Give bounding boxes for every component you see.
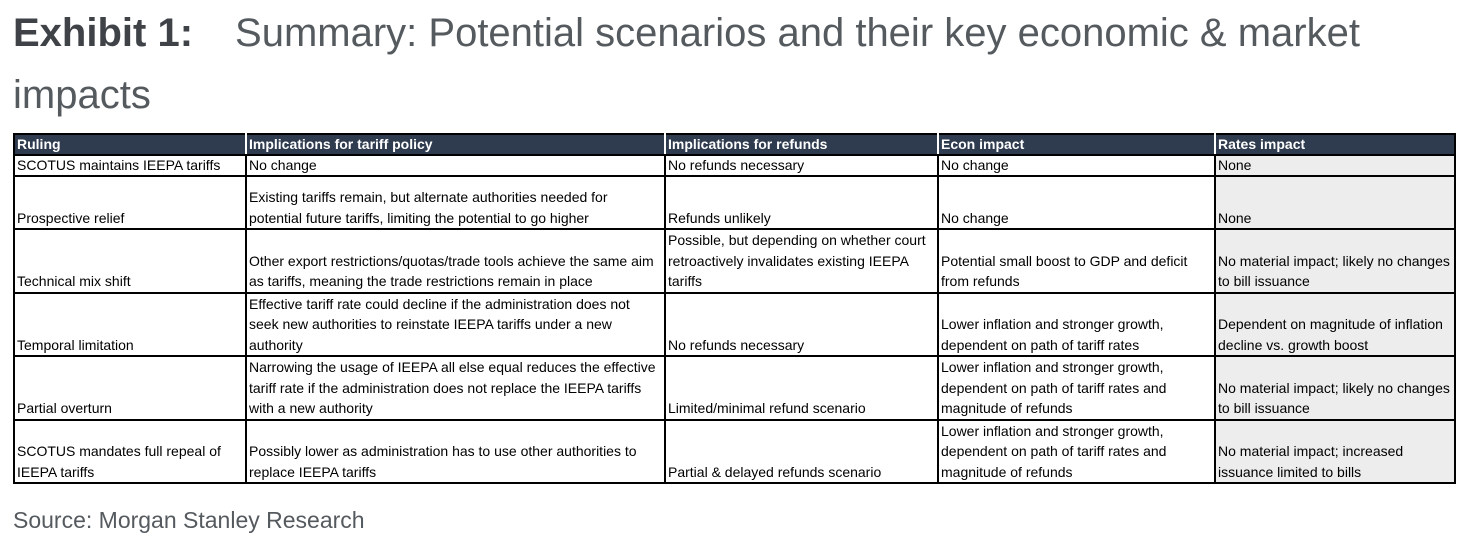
table-row: [14, 356, 1455, 420]
cell-tariff-policy: Existing tariffs remain, but alternate authorities needed for potential future tariffs, limiting the potential to go higher: [246, 176, 665, 229]
scenarios-table: [13, 133, 1456, 484]
header-ruling: Ruling: [14, 134, 246, 155]
exhibit-title: [13, 2, 1453, 126]
cell-tariff-policy: No change: [246, 155, 665, 176]
cell-refunds: Refunds unlikely: [665, 176, 938, 229]
cell-econ-impact: No change: [938, 155, 1215, 176]
table-row: [14, 229, 1455, 293]
cell-tariff-policy: Possibly lower as administration has to use other authorities to replace IEEPA tariffs: [246, 420, 665, 484]
cell-ruling: Prospective relief: [14, 176, 246, 229]
cell-tariff-policy: Narrowing the usage of IEEPA all else equal reduces the effective tariff rate if the administration does not replace the IEEPA tariffs with a new authority: [246, 356, 665, 420]
table-row: [14, 293, 1455, 357]
cell-rates-impact: No material impact; likely no changes to bill issuance: [1215, 356, 1455, 420]
table-row: [14, 420, 1455, 484]
cell-econ-impact: Potential small boost to GDP and deficit from refunds: [938, 229, 1215, 293]
cell-tariff-policy: Effective tariff rate could decline if the administration does not seek new authorities to reinstate IEEPA tariffs under a new authority: [246, 293, 665, 357]
header-rates-impact: Rates impact: [1215, 134, 1455, 155]
cell-rates-impact: No material impact; likely no changes to bill issuance: [1215, 229, 1455, 293]
cell-rates-impact: Dependent on magnitude of inflation decline vs. growth boost: [1215, 293, 1455, 357]
cell-tariff-policy: Other export restrictions/quotas/trade tools achieve the same aim as tariffs, meaning the trade restrictions remain in place: [246, 229, 665, 293]
header-refunds: Implications for refunds: [665, 134, 938, 155]
cell-econ-impact: Lower inflation and stronger growth, dependent on path of tariff rates and magnitude of refunds: [938, 356, 1215, 420]
table-header-row: [14, 134, 1455, 155]
cell-econ-impact: Lower inflation and stronger growth, dependent on path of tariff rates: [938, 293, 1215, 357]
cell-refunds: Limited/minimal refund scenario: [665, 356, 938, 420]
table-row: [14, 176, 1455, 229]
cell-rates-impact: No material impact; increased issuance limited to bills: [1215, 420, 1455, 484]
table-row: [14, 155, 1455, 176]
cell-ruling: Temporal limitation: [14, 293, 246, 357]
header-econ-impact: Econ impact: [938, 134, 1215, 155]
cell-ruling: Partial overturn: [14, 356, 246, 420]
exhibit-label: Exhibit 1:: [13, 11, 194, 55]
cell-refunds: No refunds necessary: [665, 155, 938, 176]
cell-refunds: Partial & delayed refunds scenario: [665, 420, 938, 484]
cell-refunds: Possible, but depending on whether court retroactively invalidates existing IEEPA tariffs: [665, 229, 938, 293]
cell-ruling: SCOTUS mandates full repeal of IEEPA tariffs: [14, 420, 246, 484]
cell-econ-impact: No change: [938, 176, 1215, 229]
cell-ruling: SCOTUS maintains IEEPA tariffs: [14, 155, 246, 176]
cell-ruling: Technical mix shift: [14, 229, 246, 293]
exhibit-title-block: [13, 2, 1453, 126]
cell-refunds: No refunds necessary: [665, 293, 938, 357]
cell-rates-impact: None: [1215, 176, 1455, 229]
source-note: Source: Morgan Stanley Research: [13, 507, 365, 533]
cell-rates-impact: None: [1215, 155, 1455, 176]
cell-econ-impact: Lower inflation and stronger growth, dependent on path of tariff rates and magnitude of refunds: [938, 420, 1215, 484]
header-tariff-policy: Implications for tariff policy: [246, 134, 665, 155]
exhibit-title-text: Summary: Potential scenarios and their key economic & market impacts: [13, 11, 1360, 117]
